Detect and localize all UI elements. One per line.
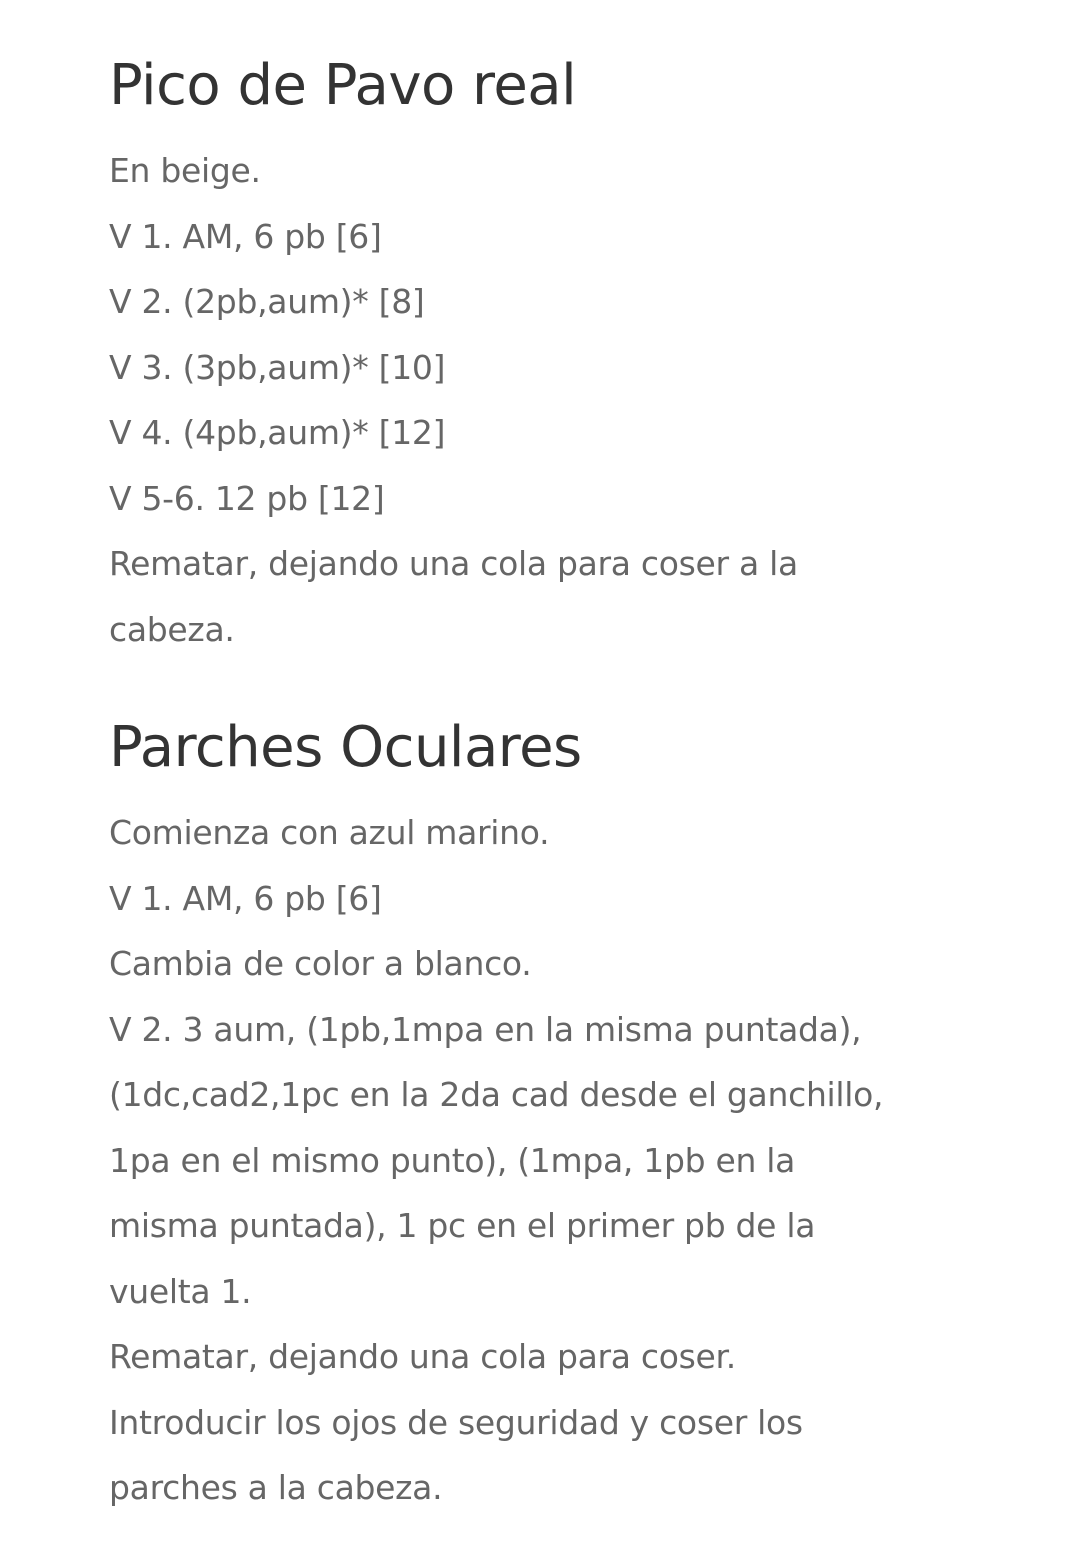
document-content bbox=[109, 48, 969, 1521]
section-pico-pavo-real bbox=[109, 48, 969, 662]
section-parches-oculares bbox=[109, 710, 969, 1521]
instruction-line: V 1. AM, 6 pb [6] bbox=[109, 878, 382, 918]
instruction-line: V 2. 3 aum, (1pb,1mpa en la misma puntada), bbox=[109, 1009, 862, 1049]
instruction-line: V 4. (4pb,aum)* [12] bbox=[109, 413, 446, 452]
instruction-line: Introducir los ojos de seguridad y coser los bbox=[109, 1402, 803, 1442]
section-title: Parches Oculares bbox=[109, 715, 582, 780]
instruction-line: parches a la cabeza. bbox=[109, 1468, 443, 1507]
instruction-line: En beige. bbox=[109, 151, 261, 190]
instruction-line: Cambia de color a blanco. bbox=[109, 944, 532, 983]
instruction-line: V 3. (3pb,aum)* [10] bbox=[109, 347, 446, 387]
instruction-line: vuelta 1. bbox=[109, 1271, 252, 1311]
section-title: Pico de Pavo real bbox=[109, 53, 577, 118]
instruction-line: misma puntada), 1 pc en el primer pb de la bbox=[109, 1206, 816, 1245]
instruction-line: Rematar, dejando una cola para coser a la bbox=[109, 544, 798, 583]
instruction-line: 1pa en el mismo punto), (1mpa, 1pb en la bbox=[109, 1140, 796, 1180]
instruction-line: Rematar, dejando una cola para coser. bbox=[109, 1337, 736, 1376]
instruction-line: V 1. AM, 6 pb [6] bbox=[109, 216, 382, 256]
instruction-line: V 5-6. 12 pb [12] bbox=[109, 478, 385, 518]
instruction-line: (1dc,cad2,1pc en la 2da cad desde el ganchillo, bbox=[109, 1075, 884, 1114]
instruction-line: V 2. (2pb,aum)* [8] bbox=[109, 282, 425, 321]
instruction-line: Comienza con azul marino. bbox=[109, 813, 550, 852]
instruction-line: cabeza. bbox=[109, 609, 235, 649]
instructions bbox=[109, 138, 969, 662]
instructions bbox=[109, 800, 969, 1521]
